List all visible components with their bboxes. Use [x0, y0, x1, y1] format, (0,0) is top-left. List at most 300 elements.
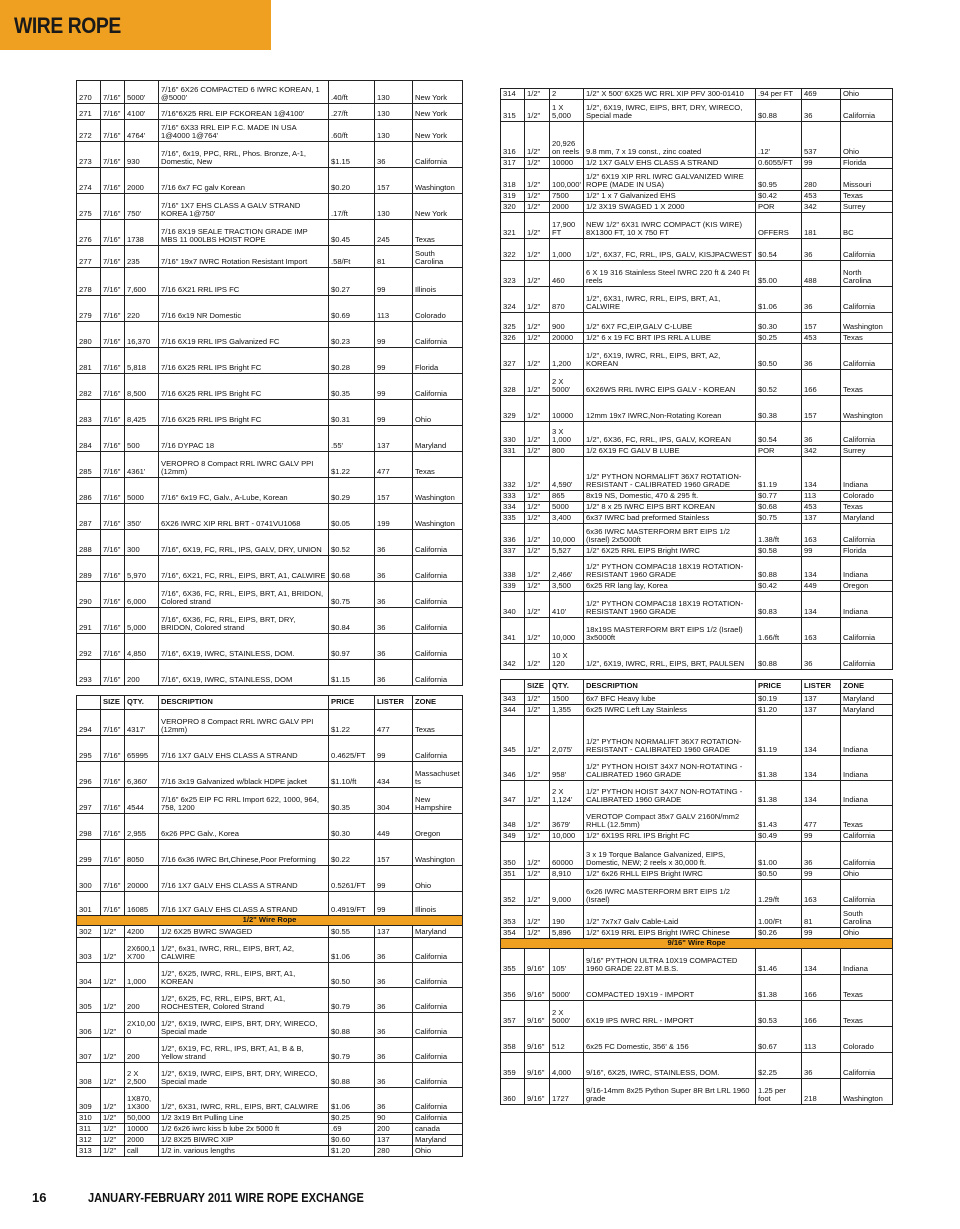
cell-no: 274	[77, 168, 101, 194]
cell-size: 1/2"	[525, 169, 550, 191]
cell-size: 7/16"	[101, 268, 125, 296]
cell-price: $0.58	[756, 546, 802, 557]
cell-size: 9/16"	[525, 975, 550, 1001]
cell-size: 7/16"	[101, 866, 125, 892]
cell-price: $0.22	[329, 840, 375, 866]
cell-price: $0.60	[329, 1135, 375, 1146]
cell-desc: 9/16-14mm 8x25 Python Super 8R Brt LRL 1960 grade	[584, 1079, 756, 1105]
cell-zone: Maryland	[841, 705, 893, 716]
table-row	[77, 608, 463, 634]
cell-price: $0.05	[329, 504, 375, 530]
table-row	[77, 926, 463, 938]
cell-size: 7/16"	[101, 452, 125, 478]
table-row	[501, 806, 893, 831]
cell-size: 7/16"	[101, 582, 125, 608]
cell-no: 332	[501, 457, 525, 491]
cell-desc: 6x25 FC Domestic, 356' & 156	[584, 1027, 756, 1053]
cell-price: .12'	[756, 122, 802, 158]
table-row	[77, 452, 463, 478]
cell-no: 297	[77, 788, 101, 814]
cell-zone: Maryland	[413, 926, 463, 938]
table-row	[77, 268, 463, 296]
table-row	[501, 457, 893, 491]
cell-desc: 1/2", 6X25, FC, RRL, EIPS, BRT, A1, ROCHESTER, Colored Strand	[159, 988, 329, 1013]
cell-price: $0.52	[329, 530, 375, 556]
cell-size: 7/16"	[101, 120, 125, 142]
cell-desc: 1/2", 6X25, IWRC, RRL, EIPS, BRT, A1, KOREAN	[159, 963, 329, 988]
cell-desc: 1/2" 6X19S RRL IPS Bright FC	[584, 831, 756, 842]
cell-qty: 1X870, 1X300	[125, 1088, 159, 1113]
table-row	[77, 220, 463, 246]
cell-price: $5.00	[756, 261, 802, 287]
table-row	[77, 710, 463, 736]
cell-no: 303	[77, 938, 101, 963]
cell-zone: South Carolina	[841, 906, 893, 928]
cell-size: 1/2"	[101, 1038, 125, 1063]
cell-desc: 1/2" 6X7 FC,EIP,GALV C-LUBE	[584, 313, 756, 333]
cell-qty: 1738	[125, 220, 159, 246]
cell-desc: 1/2", 6X36, FC, RRL, IPS, GALV, KOREAN	[584, 422, 756, 446]
cell-no: 324	[501, 287, 525, 313]
cell-no: 346	[501, 756, 525, 781]
cell-no: 298	[77, 814, 101, 840]
cell-price: $0.25	[329, 1113, 375, 1124]
listing-table-left	[76, 80, 463, 1157]
cell-size: 7/16"	[101, 556, 125, 582]
cell-zone: Missouri	[841, 169, 893, 191]
cell-zone: California	[413, 582, 463, 608]
table-row	[77, 788, 463, 814]
cell-qty: 100,000'	[550, 169, 584, 191]
table-row	[77, 988, 463, 1013]
cell-no: 283	[77, 400, 101, 426]
cell-qty: 2000	[550, 202, 584, 213]
cell-desc: 7/16 1X7 GALV EHS CLASS A STRAND	[159, 892, 329, 916]
cell-zone: Illinois	[413, 268, 463, 296]
column-header-zone: ZONE	[413, 696, 463, 710]
cell-lister: 99	[802, 546, 841, 557]
cell-lister: 99	[802, 831, 841, 842]
cell-size: 1/2"	[525, 906, 550, 928]
cell-desc: 18x19S MASTERFORM BRT EIPS 1/2 (Israel) 3x5000ft	[584, 618, 756, 644]
table-row	[501, 644, 893, 670]
cell-price: $0.84	[329, 608, 375, 634]
cell-no: 319	[501, 191, 525, 202]
cell-lister: 113	[802, 1027, 841, 1053]
cell-no: 330	[501, 422, 525, 446]
cell-qty: 2X600,1X700	[125, 938, 159, 963]
cell-price: $0.88	[329, 1013, 375, 1038]
cell-qty: 6,000	[125, 582, 159, 608]
cell-desc: 7/16 6X25 RRL IPS Bright FC	[159, 348, 329, 374]
cell-price: .69	[329, 1124, 375, 1135]
cell-zone: Florida	[841, 546, 893, 557]
cell-lister: 134	[802, 716, 841, 756]
cell-price: .40/ft	[329, 81, 375, 104]
cell-price: $0.28	[329, 348, 375, 374]
section-header-tab	[0, 0, 271, 50]
cell-zone: Texas	[413, 220, 463, 246]
cell-size: 9/16"	[525, 1001, 550, 1027]
cell-desc: 7/16", 6X19, IWRC, STAINLESS, DOM	[159, 660, 329, 686]
cell-desc: 1/2" 6X19 XIP RRL IWRC GALVANIZED WIRE ROPE (MADE IN USA)	[584, 169, 756, 191]
cell-qty: 2000	[125, 168, 159, 194]
cell-qty: 2,955	[125, 814, 159, 840]
cell-size: 1/2"	[101, 1146, 125, 1157]
table-row	[501, 1001, 893, 1027]
cell-size: 1/2"	[525, 644, 550, 670]
cell-lister: 36	[802, 239, 841, 261]
cell-price: $0.88	[756, 557, 802, 581]
cell-no: 278	[77, 268, 101, 296]
cell-zone: California	[413, 322, 463, 348]
cell-size: 7/16"	[101, 788, 125, 814]
cell-lister: 36	[802, 100, 841, 122]
cell-lister: 166	[802, 975, 841, 1001]
table-row	[77, 892, 463, 916]
cell-zone: Ohio	[413, 866, 463, 892]
cell-zone: California	[841, 1053, 893, 1079]
cell-price: 1.25 per foot	[756, 1079, 802, 1105]
cell-price: 0.6055/FT	[756, 158, 802, 169]
cell-desc: 1/2" PYTHON HOIST 34X7 NON-ROTATING - CALIBRATED 1960 GRADE	[584, 756, 756, 781]
table-row	[501, 694, 893, 705]
cell-price: $0.31	[329, 400, 375, 426]
cell-size: 1/2"	[525, 457, 550, 491]
cell-qty: 2 X 2,500	[125, 1063, 159, 1088]
cell-qty: 5000'	[550, 975, 584, 1001]
cell-qty: 1500	[550, 694, 584, 705]
cell-no: 304	[77, 963, 101, 988]
cell-lister: 200	[375, 1124, 413, 1135]
cell-qty: 10000	[125, 1124, 159, 1135]
cell-size: 1/2"	[525, 313, 550, 333]
cell-qty: 16085	[125, 892, 159, 916]
cell-size: 7/16"	[101, 736, 125, 762]
cell-lister: 453	[802, 502, 841, 513]
table-row	[501, 191, 893, 202]
cell-lister: 181	[802, 213, 841, 239]
cell-lister: 134	[802, 457, 841, 491]
page-footer	[32, 1190, 413, 1205]
column-header-zone: ZONE	[841, 680, 893, 694]
cell-lister: 163	[802, 618, 841, 644]
cell-price: $0.50	[756, 344, 802, 370]
table-row	[501, 261, 893, 287]
table-row	[77, 1088, 463, 1113]
table-row	[501, 716, 893, 756]
cell-lister: 36	[375, 660, 413, 686]
cell-zone: California	[413, 556, 463, 582]
cell-zone: Indiana	[841, 592, 893, 618]
cell-no: 352	[501, 880, 525, 906]
cell-desc: COMPACTED 19X19 - IMPORT	[584, 975, 756, 1001]
cell-qty: 5,000	[125, 608, 159, 634]
cell-zone: California	[841, 880, 893, 906]
cell-qty: 220	[125, 296, 159, 322]
cell-size: 1/2"	[525, 502, 550, 513]
cell-size: 1/2"	[525, 694, 550, 705]
cell-zone: California	[841, 842, 893, 869]
cell-desc: 6X26 IWRC XIP RRL BRT - 0741VU1068	[159, 504, 329, 530]
cell-zone: Washington	[841, 396, 893, 422]
cell-zone: Indiana	[841, 457, 893, 491]
cell-size: 1/2"	[525, 869, 550, 880]
column-header-price: PRICE	[329, 696, 375, 710]
cell-zone: Texas	[841, 191, 893, 202]
cell-price: $1.38	[756, 756, 802, 781]
cell-zone: Texas	[841, 975, 893, 1001]
column-header-desc: DESCRIPTION	[584, 680, 756, 694]
cell-lister: 36	[375, 608, 413, 634]
cell-zone: California	[841, 287, 893, 313]
cell-zone: Indiana	[841, 756, 893, 781]
cell-size: 1/2"	[525, 524, 550, 546]
cell-desc: 1/2", 6x31, IWRC, RRL, EIPS, BRT, A2, CALWIRE	[159, 938, 329, 963]
cell-zone: Ohio	[413, 400, 463, 426]
cell-price: $1.43	[756, 806, 802, 831]
cell-price: $1.19	[756, 457, 802, 491]
cell-qty: 10000	[550, 396, 584, 422]
column-header-no	[501, 680, 525, 694]
cell-no: 328	[501, 370, 525, 396]
cell-no: 340	[501, 592, 525, 618]
table-row	[77, 194, 463, 220]
cell-no: 272	[77, 120, 101, 142]
cell-no: 293	[77, 660, 101, 686]
cell-lister: 113	[375, 296, 413, 322]
cell-qty: 1727	[550, 1079, 584, 1105]
cell-size: 1/2"	[101, 1135, 125, 1146]
cell-no: 317	[501, 158, 525, 169]
cell-desc: 7/16" 6x19 FC, Galv., A-Lube, Korean	[159, 478, 329, 504]
cell-no: 289	[77, 556, 101, 582]
cell-size: 1/2"	[525, 842, 550, 869]
cell-size: 1/2"	[525, 592, 550, 618]
cell-qty: 7,600	[125, 268, 159, 296]
table-row	[501, 842, 893, 869]
cell-lister: 453	[802, 191, 841, 202]
cell-size: 1/2"	[101, 1013, 125, 1038]
table-row	[501, 1079, 893, 1105]
cell-price: $1.38	[756, 975, 802, 1001]
cell-no: 299	[77, 840, 101, 866]
cell-no: 358	[501, 1027, 525, 1053]
cell-zone: California	[413, 530, 463, 556]
cell-desc: 1/2 6X25 BWRC SWAGED	[159, 926, 329, 938]
cell-desc: 12mm 19x7 IWRC,Non-Rotating Korean	[584, 396, 756, 422]
table-row	[501, 831, 893, 842]
cell-price: $0.68	[329, 556, 375, 582]
cell-size: 1/2"	[525, 100, 550, 122]
cell-zone: California	[413, 142, 463, 168]
cell-size: 1/2"	[525, 513, 550, 524]
cell-price: $1.06	[329, 938, 375, 963]
cell-lister: 137	[802, 705, 841, 716]
table-row	[77, 1124, 463, 1135]
cell-lister: 157	[375, 840, 413, 866]
cell-size: 7/16"	[101, 168, 125, 194]
cell-zone: California	[413, 660, 463, 686]
cell-no: 286	[77, 478, 101, 504]
column-header-qty: QTY.	[550, 680, 584, 694]
cell-zone: Indiana	[841, 557, 893, 581]
cell-size: 7/16"	[101, 104, 125, 120]
table-row	[77, 582, 463, 608]
cell-zone: Ohio	[841, 869, 893, 880]
cell-zone: California	[413, 1013, 463, 1038]
cell-lister: 36	[375, 1038, 413, 1063]
cell-lister: 36	[375, 988, 413, 1013]
cell-desc: 1/2 6X19 FC GALV B LUBE	[584, 446, 756, 457]
cell-size: 1/2"	[525, 705, 550, 716]
cell-size: 1/2"	[525, 557, 550, 581]
cell-qty: 2,466'	[550, 557, 584, 581]
cell-size: 7/16"	[101, 142, 125, 168]
cell-no: 295	[77, 736, 101, 762]
cell-qty: 200	[125, 1038, 159, 1063]
column-header-desc: DESCRIPTION	[159, 696, 329, 710]
cell-qty: 4200	[125, 926, 159, 938]
cell-desc: VEROPRO 8 Compact RRL IWRC GALV PPI (12mm)	[159, 452, 329, 478]
cell-qty: 5000'	[125, 81, 159, 104]
cell-price: .27/ft	[329, 104, 375, 120]
cell-desc: 7/16 6X25 RRL IPS Bright FC	[159, 400, 329, 426]
cell-lister: 166	[802, 370, 841, 396]
cell-price: $0.95	[756, 169, 802, 191]
cell-no: 306	[77, 1013, 101, 1038]
cell-desc: 7/16", 6X36, FC, RRL, EIPS, BRT, DRY, BRIDON, Colored strand	[159, 608, 329, 634]
table-row	[77, 374, 463, 400]
cell-desc: 7/16" 1X7 EHS CLASS A GALV STRAND KOREA 1@750'	[159, 194, 329, 220]
cell-qty: 200	[125, 660, 159, 686]
cell-lister: 99	[375, 400, 413, 426]
cell-lister: 163	[802, 880, 841, 906]
cell-qty: 105'	[550, 949, 584, 975]
cell-no: 292	[77, 634, 101, 660]
cell-desc: 1/2", 6X19, IWRC, RRL, EIPS, BRT, A2, KOREAN	[584, 344, 756, 370]
cell-price: $0.42	[756, 581, 802, 592]
cell-desc: 6 X 19 316 Stainless Steel IWRC 220 ft & 240 Ft reels	[584, 261, 756, 287]
cell-lister: 36	[375, 938, 413, 963]
cell-size: 7/16"	[101, 892, 125, 916]
cell-qty: 65995	[125, 736, 159, 762]
cell-no: 282	[77, 374, 101, 400]
cell-zone: Washington	[413, 840, 463, 866]
cell-lister: 137	[802, 513, 841, 524]
cell-zone: Indiana	[841, 949, 893, 975]
cell-desc: 6x25 RR lang lay, Korea	[584, 581, 756, 592]
cell-desc: 6x26 PPC Galv., Korea	[159, 814, 329, 840]
cell-qty: 4,590'	[550, 457, 584, 491]
cell-lister: 99	[375, 866, 413, 892]
cell-no: 333	[501, 491, 525, 502]
table-row	[501, 491, 893, 502]
cell-price: $0.88	[756, 644, 802, 670]
cell-no: 279	[77, 296, 101, 322]
cell-qty: 60000	[550, 842, 584, 869]
cell-size: 1/2"	[525, 491, 550, 502]
table-row	[501, 581, 893, 592]
cell-lister: 36	[802, 287, 841, 313]
cell-no: 285	[77, 452, 101, 478]
cell-no: 296	[77, 762, 101, 788]
section-label: 9/16" Wire Rope	[501, 939, 893, 949]
cell-size: 1/2"	[525, 716, 550, 756]
cell-price: 1.38/ft	[756, 524, 802, 546]
cell-size: 1/2"	[525, 287, 550, 313]
table-row	[501, 1027, 893, 1053]
cell-zone: California	[413, 608, 463, 634]
listing-column-left	[76, 80, 462, 1157]
cell-no: 337	[501, 546, 525, 557]
listing-column-right	[500, 88, 892, 1105]
cell-no: 347	[501, 781, 525, 806]
cell-desc: 7/16 6X25 RRL IPS Bright FC	[159, 374, 329, 400]
cell-qty: 2 X 5000'	[550, 370, 584, 396]
cell-lister: 304	[375, 788, 413, 814]
cell-size: 1/2"	[101, 1124, 125, 1135]
cell-zone: Texas	[413, 710, 463, 736]
cell-lister: 99	[375, 322, 413, 348]
cell-size: 7/16"	[101, 348, 125, 374]
cell-no: 329	[501, 396, 525, 422]
cell-qty: 20000	[125, 866, 159, 892]
cell-desc: 7/16 1X7 GALV EHS CLASS A STRAND	[159, 736, 329, 762]
table-row	[501, 202, 893, 213]
cell-zone: Texas	[841, 333, 893, 344]
cell-desc: 7/16" 6X26 COMPACTED 6 IWRC KOREAN, 1 @5000'	[159, 81, 329, 104]
cell-no: 336	[501, 524, 525, 546]
cell-desc: 1/2 8X25 BIWRC XIP	[159, 1135, 329, 1146]
cell-no: 291	[77, 608, 101, 634]
cell-no: 313	[77, 1146, 101, 1157]
cell-no: 308	[77, 1063, 101, 1088]
cell-desc: NEW 1/2" 6X31 IWRC COMPACT (KIS WIRE) 8X1300 FT, 10 X 750 FT	[584, 213, 756, 239]
cell-lister: 137	[375, 426, 413, 452]
cell-size: 1/2"	[525, 333, 550, 344]
cell-desc: 1/2", 6X19, IWRC, EIPS, BRT, DRY, WIRECO, Special made	[159, 1013, 329, 1038]
cell-size: 9/16"	[525, 1053, 550, 1079]
section-divider-row	[77, 916, 463, 926]
cell-size: 7/16"	[101, 504, 125, 530]
table-row	[77, 1013, 463, 1038]
cell-no: 345	[501, 716, 525, 756]
cell-lister: 157	[375, 168, 413, 194]
cell-no: 301	[77, 892, 101, 916]
cell-desc: 1/2" 6X19 RRL EIPS Bright IWRC Chinese	[584, 928, 756, 939]
cell-price: $0.52	[756, 370, 802, 396]
cell-size: 1/2"	[101, 1063, 125, 1088]
cell-no: 327	[501, 344, 525, 370]
table-row	[77, 938, 463, 963]
cell-desc: 1/2 6x26 iwrc kiss b lube 2x 5000 ft	[159, 1124, 329, 1135]
cell-desc: 1/2" PYTHON COMPAC18 18X19 ROTATION-RESISTANT 1960 GRADE	[584, 592, 756, 618]
cell-size: 1/2"	[525, 213, 550, 239]
cell-size: 1/2"	[525, 370, 550, 396]
cell-desc: 1/2" PYTHON HOIST 34X7 NON-ROTATING - CALIBRATED 1960 GRADE	[584, 781, 756, 806]
cell-qty: 235	[125, 246, 159, 268]
cell-desc: 1/2" X 500' 6X25 WC RRL XIP PFV 300-01410	[584, 89, 756, 100]
cell-size: 7/16"	[101, 660, 125, 686]
table-row	[501, 513, 893, 524]
cell-lister: 99	[375, 268, 413, 296]
cell-desc: 1/2", 6X37, FC, RRL, IPS, GALV, KISJPACWEST	[584, 239, 756, 261]
cell-desc: 1/2" 7x7x7 Galv Cable-Laid	[584, 906, 756, 928]
cell-lister: 134	[802, 781, 841, 806]
cell-no: 312	[77, 1135, 101, 1146]
cell-no: 287	[77, 504, 101, 530]
